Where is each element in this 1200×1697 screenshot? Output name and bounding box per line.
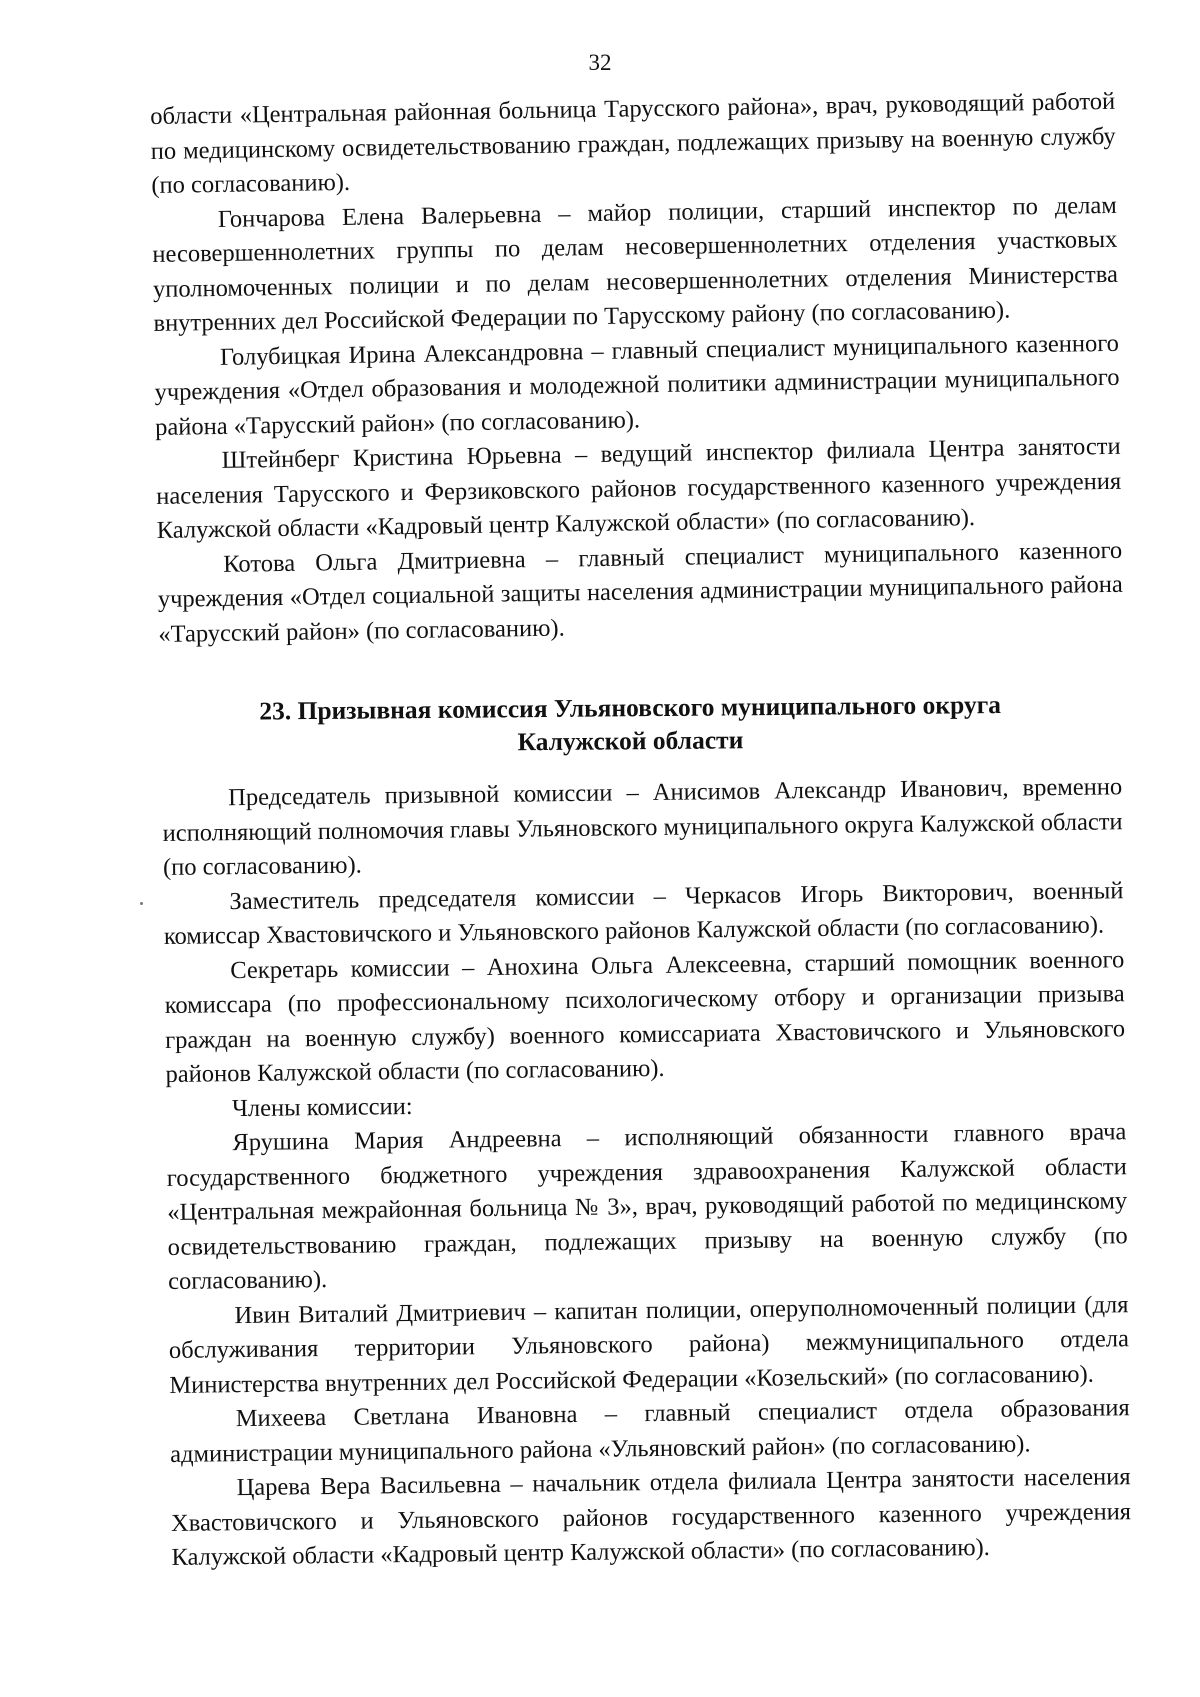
section-heading-line-1: 23. Призывная комиссия Ульяновского муниципального округа [259, 690, 1002, 726]
paragraph-member: Котова Ольга Дмитриевна – главный специалист муниципального казенного учреждения «Отдел социальной защиты населения администрации муниципального района «Тарусский район» (по согласованию). [157, 536, 1123, 648]
section-text-block [162, 770, 1132, 1575]
section-heading-line-2: Калужской области [517, 725, 744, 757]
paragraph-member: Штейнберг Кристина Юрьевна – ведущий инспектор филиала Центра занятости населения Тарусского и Ферзиковского районов государственного казенного учреждения Калужской области «Кадровый центр Калужской области» (по согласованию). [156, 432, 1122, 544]
scan-speck [140, 902, 143, 905]
paragraph-members-label: Члены комиссии: [231, 1092, 413, 1122]
paragraph-member: Михеева Светлана Ивановна – главный специалист отдела образования администрации муниципального района «Ульяновский район» (по согласованию). [170, 1394, 1130, 1468]
top-text-block [150, 85, 1124, 652]
page-number: 32 [588, 50, 612, 75]
paragraph-member: Ярушина Мария Андреевна – исполняющий обязанности главного врача государственного бюджетного учреждения здравоохранения Калужской области «Центральная межрайонная больница № 3», врач, руководящий работой по медицинскому освидетельствованию граждан, подлежащих призыву на военную службу (по согласованию). [166, 1118, 1128, 1295]
paragraph-secretary: Секретарь комиссии – Анохина Ольга Алексеевна, старший помощник военного комиссара (по профессиональному психологическому отбору и организации призыва граждан на военную службу) военного комиссариата Хвастовичского и Ульяновского районов Калужской области (по согласованию). [164, 945, 1126, 1088]
paragraph-member: Царева Вера Васильевна – начальник отдела филиала Центра занятости населения Хвастовичского и Ульяновского районов государственного казенного учреждения Калужской области «Кадровый центр Калужской области» (по согласованию). [170, 1463, 1132, 1571]
paragraph-member: Голубицкая Ирина Александровна – главный специалист муниципального казенного учреждения «Отдел образования и молодежной политики администрации муниципального района «Тарусский район» (по согласованию). [154, 329, 1120, 441]
section-heading [200, 687, 1061, 761]
paragraph-member: Гончарова Елена Валерьевна – майор полиции, старший инспектор по делам несовершеннолетних группы по делам несовершеннолетних отделения участковых уполномоченных полиции и по делам несовершеннолетних отделения Министерства внутренних дел Российской Федерации по Тарусскому району (по согласованию). [152, 191, 1119, 337]
paragraph-member: Ивин Виталий Дмитриевич – капитан полиции, оперуполномоченный полиции (для обслуживания территории Ульяновского района) межмуниципального отдела Министерства внутренних дел Российской Федерации «Козельский» (по согласованию). [168, 1290, 1130, 1399]
paragraph-continuation: области «Центральная районная больница Тарусского района», врач, руководящий работой по медицинскому освидетельствованию граждан, подлежащих призыву на военную службу (по согласованию). [150, 87, 1116, 199]
paragraph-chairman: Председатель призывной комиссии – Анисимов Александр Иванович, временно исполняющий полномочия главы Ульяновского муниципального округа Калужской области (по согласованию). [162, 773, 1123, 881]
paragraph-deputy: Заместитель председателя комиссии – Черкасов Игорь Викторович, военный комиссар Хвастовичского и Ульяновского районов Калужской области (по согласованию). [163, 876, 1124, 950]
